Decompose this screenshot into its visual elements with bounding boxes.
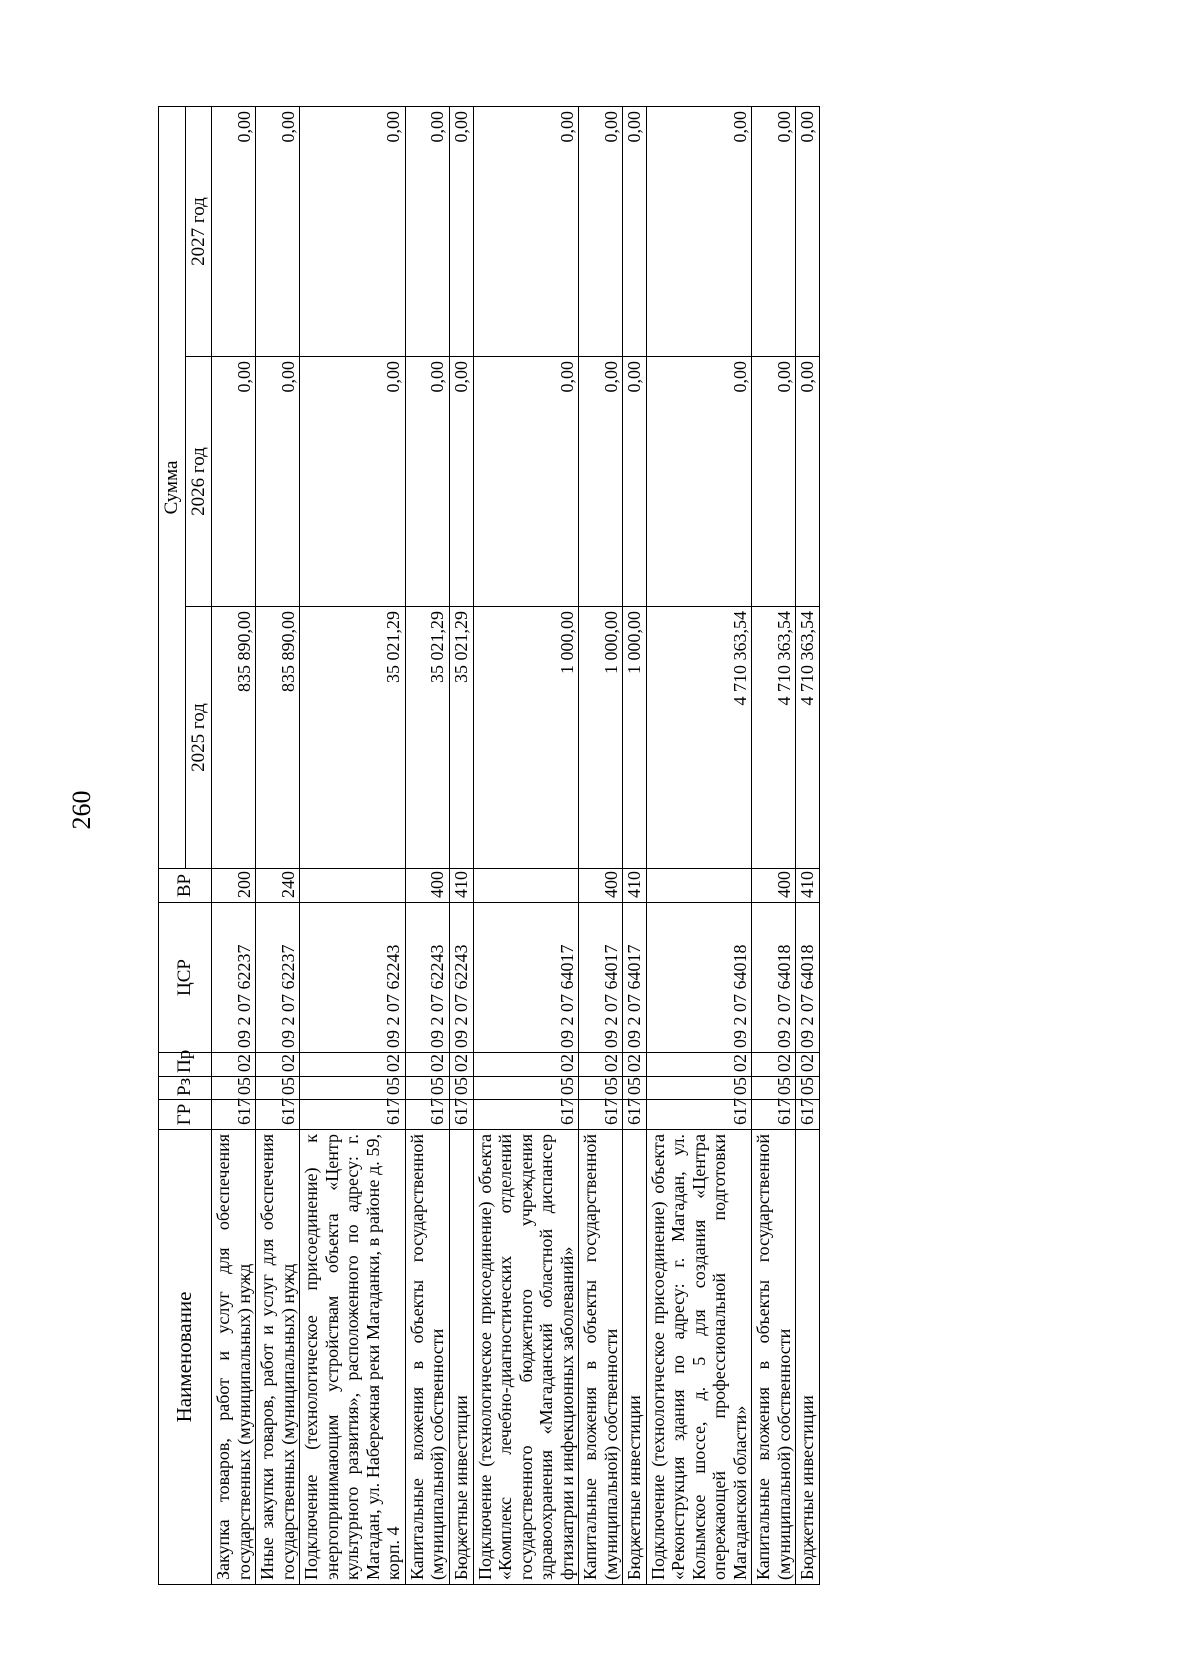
row-rz: 05 xyxy=(449,1077,473,1100)
row-csr: 09 2 07 64018 xyxy=(646,903,752,1053)
header-2026: 2026 год xyxy=(185,357,212,607)
row-2027: 0,00 xyxy=(796,106,820,356)
row-rz: 05 xyxy=(623,1077,647,1100)
row-pr: 02 xyxy=(473,1053,579,1077)
row-gr: 617 xyxy=(579,1100,623,1130)
rotated-table-wrapper xyxy=(158,107,990,1585)
row-2027: 0,00 xyxy=(579,106,623,356)
header-row-1 xyxy=(159,106,186,1584)
row-2026: 0,00 xyxy=(473,357,579,607)
row-2027: 0,00 xyxy=(752,106,796,356)
row-2027: 0,00 xyxy=(473,106,579,356)
row-2025: 4 710 363,54 xyxy=(646,607,752,869)
table-row xyxy=(300,106,406,1584)
row-csr: 09 2 07 64017 xyxy=(623,903,647,1053)
row-name: Иные закупки товаров, работ и услуг для обеспечения государственных (муниципальных) нужд xyxy=(256,1130,300,1585)
row-rz: 05 xyxy=(256,1077,300,1100)
row-pr: 02 xyxy=(256,1053,300,1077)
row-gr: 617 xyxy=(212,1100,256,1130)
row-name: Бюджетные инвестиции xyxy=(796,1130,820,1585)
row-gr: 617 xyxy=(449,1100,473,1130)
row-2026: 0,00 xyxy=(752,357,796,607)
row-2025: 835 890,00 xyxy=(212,607,256,869)
row-rz: 05 xyxy=(796,1077,820,1100)
row-2025: 4 710 363,54 xyxy=(752,607,796,869)
row-csr: 09 2 07 62243 xyxy=(300,903,406,1053)
row-2026: 0,00 xyxy=(579,357,623,607)
table-row xyxy=(796,106,820,1584)
row-vr xyxy=(646,869,752,903)
row-pr: 02 xyxy=(405,1053,449,1077)
row-2027: 0,00 xyxy=(623,106,647,356)
row-rz: 05 xyxy=(212,1077,256,1100)
row-2025: 1 000,00 xyxy=(473,607,579,869)
row-csr: 09 2 07 64017 xyxy=(473,903,579,1053)
row-rz: 05 xyxy=(300,1077,406,1100)
table-row xyxy=(449,106,473,1584)
row-name: Капитальные вложения в объекты государственной (муниципальной) собственности xyxy=(579,1130,623,1585)
header-vr: ВР xyxy=(159,869,212,903)
row-name: Капитальные вложения в объекты государственной (муниципальной) собственности xyxy=(405,1130,449,1585)
row-2026: 0,00 xyxy=(623,357,647,607)
row-2026: 0,00 xyxy=(449,357,473,607)
table-row xyxy=(212,106,256,1584)
row-vr: 410 xyxy=(796,869,820,903)
header-gr: ГР xyxy=(159,1100,212,1130)
row-name: Подключение (технологическое присоединение) объекта «Комплекс лечебно-диагностических отделений государственного бюджетного учреждения здравоохранения «Магаданский областной диспансер фтизиатрии и инфекционных заболеваний» xyxy=(473,1130,579,1585)
row-name: Закупка товаров, работ и услуг для обеспечения государственных (муниципальных) нужд xyxy=(212,1130,256,1585)
row-2025: 1 000,00 xyxy=(623,607,647,869)
row-csr: 09 2 07 62237 xyxy=(212,903,256,1053)
row-2025: 1 000,00 xyxy=(579,607,623,869)
row-csr: 09 2 07 64018 xyxy=(752,903,796,1053)
row-pr: 02 xyxy=(449,1053,473,1077)
row-vr xyxy=(300,869,406,903)
row-pr: 02 xyxy=(646,1053,752,1077)
row-gr: 617 xyxy=(623,1100,647,1130)
row-name: Подключение (технологическое присоединение) объекта «Реконструкция здания по адресу: г. Магадан, ул. Колымское шоссе, д. 5 для создания «Центра опережающей профессиональной подготовки Магаданской области» xyxy=(646,1130,752,1585)
row-name: Капитальные вложения в объекты государственной (муниципальной) собственности xyxy=(752,1130,796,1585)
row-2025: 835 890,00 xyxy=(256,607,300,869)
row-2027: 0,00 xyxy=(212,106,256,356)
row-vr: 410 xyxy=(449,869,473,903)
table-row xyxy=(646,106,752,1584)
row-rz: 05 xyxy=(405,1077,449,1100)
table-row xyxy=(623,106,647,1584)
table-row xyxy=(256,106,300,1584)
row-vr: 400 xyxy=(405,869,449,903)
row-rz: 05 xyxy=(579,1077,623,1100)
row-pr: 02 xyxy=(796,1053,820,1077)
row-rz: 05 xyxy=(473,1077,579,1100)
row-rz: 05 xyxy=(752,1077,796,1100)
row-2025: 35 021,29 xyxy=(405,607,449,869)
row-csr: 09 2 07 62243 xyxy=(405,903,449,1053)
row-csr: 09 2 07 64017 xyxy=(579,903,623,1053)
row-vr: 410 xyxy=(623,869,647,903)
row-vr: 400 xyxy=(579,869,623,903)
row-rz: 05 xyxy=(646,1077,752,1100)
header-pr: Пр xyxy=(159,1053,212,1077)
row-gr: 617 xyxy=(405,1100,449,1130)
row-2027: 0,00 xyxy=(300,106,406,356)
header-rz: Рз xyxy=(159,1077,212,1100)
row-csr: 09 2 07 62237 xyxy=(256,903,300,1053)
row-name: Подключение (технологическое присоединение) к энергопринимающим устройствам объекта «Центр культурного развития», расположенного по адресу: г. Магадан, ул. Набережная реки Магаданки, в районе д. 59, корп. 4 xyxy=(300,1130,406,1585)
row-pr: 02 xyxy=(212,1053,256,1077)
row-2027: 0,00 xyxy=(256,106,300,356)
row-gr: 617 xyxy=(752,1100,796,1130)
row-2026: 0,00 xyxy=(212,357,256,607)
table-row xyxy=(473,106,579,1584)
row-vr: 400 xyxy=(752,869,796,903)
header-csr: ЦСР xyxy=(159,903,212,1053)
row-gr: 617 xyxy=(473,1100,579,1130)
row-name: Бюджетные инвестиции xyxy=(449,1130,473,1585)
row-2026: 0,00 xyxy=(796,357,820,607)
row-2027: 0,00 xyxy=(449,106,473,356)
table-row xyxy=(405,106,449,1584)
row-vr xyxy=(473,869,579,903)
row-name: Бюджетные инвестиции xyxy=(623,1130,647,1585)
row-gr: 617 xyxy=(300,1100,406,1130)
header-2027: 2027 год xyxy=(185,106,212,356)
row-2026: 0,00 xyxy=(256,357,300,607)
header-2025: 2025 год xyxy=(185,607,212,869)
row-2027: 0,00 xyxy=(646,106,752,356)
row-vr: 240 xyxy=(256,869,300,903)
row-gr: 617 xyxy=(646,1100,752,1130)
row-pr: 02 xyxy=(579,1053,623,1077)
row-2025: 35 021,29 xyxy=(449,607,473,869)
row-pr: 02 xyxy=(623,1053,647,1077)
row-2027: 0,00 xyxy=(405,106,449,356)
row-pr: 02 xyxy=(300,1053,406,1077)
row-2026: 0,00 xyxy=(405,357,449,607)
row-2025: 35 021,29 xyxy=(300,607,406,869)
row-vr: 200 xyxy=(212,869,256,903)
row-gr: 617 xyxy=(256,1100,300,1130)
budget-table xyxy=(158,106,820,1585)
row-gr: 617 xyxy=(796,1100,820,1130)
table-row xyxy=(579,106,623,1584)
row-2025: 4 710 363,54 xyxy=(796,607,820,869)
header-name: Наименование xyxy=(159,1130,212,1585)
row-pr: 02 xyxy=(752,1053,796,1077)
row-2026: 0,00 xyxy=(646,357,752,607)
header-sum: Сумма xyxy=(159,106,186,868)
row-2026: 0,00 xyxy=(300,357,406,607)
page-number: 260 xyxy=(67,790,96,830)
table-row xyxy=(752,106,796,1584)
row-csr: 09 2 07 62243 xyxy=(449,903,473,1053)
row-csr: 09 2 07 64018 xyxy=(796,903,820,1053)
